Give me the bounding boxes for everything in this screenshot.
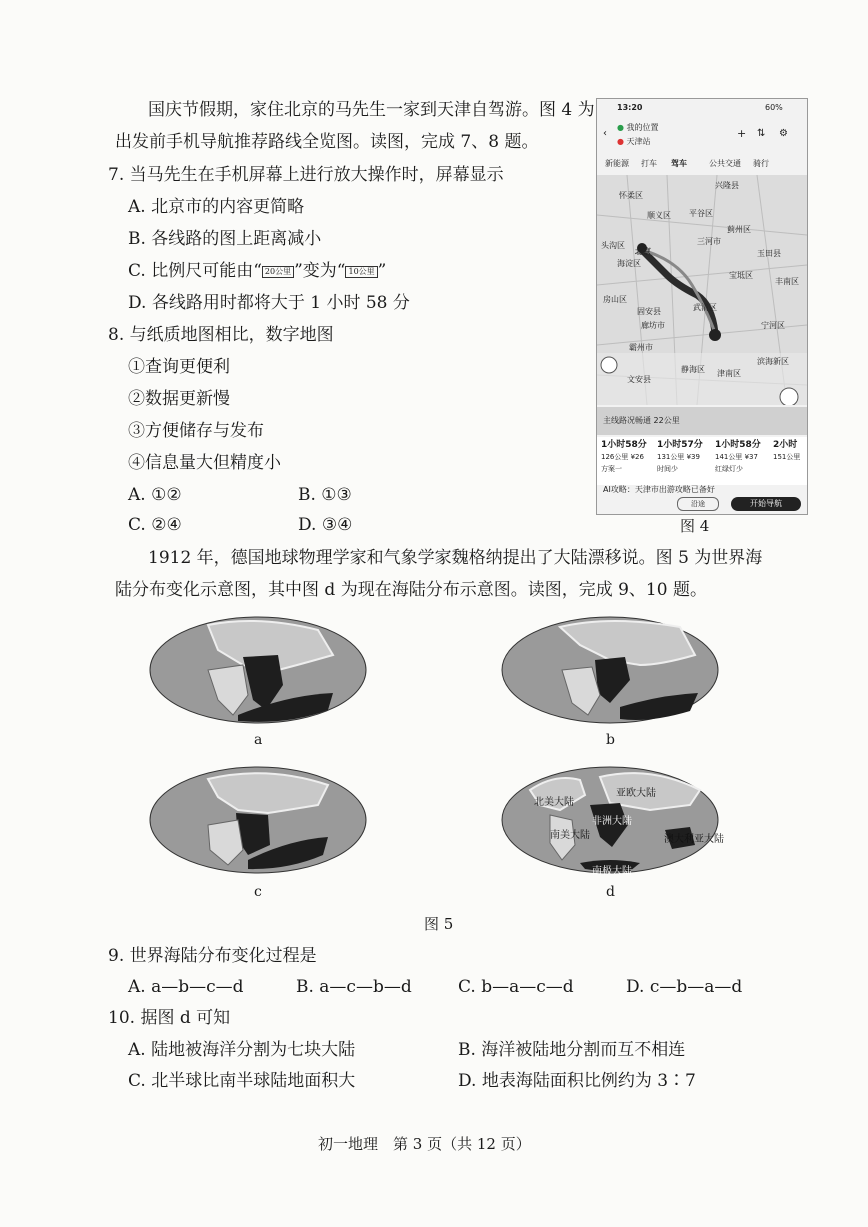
start-navigation-button[interactable]: 开始导航 bbox=[731, 497, 801, 511]
fig4-caption: 图 4 bbox=[680, 517, 710, 535]
map-label-b: b bbox=[606, 732, 615, 748]
place-label: 三河市 bbox=[697, 237, 721, 246]
scale-bar-20km: 20公里 bbox=[262, 266, 294, 278]
route-option-4[interactable] bbox=[773, 439, 807, 487]
route-time: 2小时 bbox=[773, 440, 798, 450]
q8-option-c: C. ②④ bbox=[128, 515, 182, 535]
place-label: 蓟州区 bbox=[727, 225, 751, 234]
place-label: 静海区 bbox=[681, 365, 705, 374]
place-label: 丰南区 bbox=[775, 277, 799, 286]
route-destination: ● 天津站 bbox=[617, 137, 651, 146]
add-waypoint-icon[interactable]: + bbox=[737, 127, 747, 140]
q8-item-4: ④信息量大但精度小 bbox=[128, 453, 281, 473]
q7-c-prefix: C. 比例尺可能由“ bbox=[128, 261, 262, 281]
place-label: 北京 bbox=[635, 247, 651, 256]
place-label: 宁河区 bbox=[761, 321, 785, 330]
q8-item-3: ③方便储存与发布 bbox=[128, 421, 264, 441]
map-label-a: a bbox=[254, 732, 263, 748]
q8-item-1: ①查询更便利 bbox=[128, 357, 230, 377]
q7-option-b: B. 各线路的图上距离减小 bbox=[128, 229, 322, 249]
continent-label: 北美大陆 bbox=[534, 797, 574, 808]
world-map-c bbox=[148, 765, 368, 875]
q10-option-b: B. 海洋被陆地分割而互不相连 bbox=[458, 1040, 686, 1060]
q10-option-d: D. 地表海陆面积比例约为 3∶7 bbox=[458, 1071, 696, 1091]
intro2-line-1: 1912 年，德国地球物理学家和气象学家魏格纳提出了大陆漂移说。图 5 为世界海 bbox=[148, 548, 763, 568]
place-label: 文安县 bbox=[627, 375, 651, 384]
q8-option-a: A. ①② bbox=[128, 485, 182, 505]
q7-c-suffix: ” bbox=[377, 261, 387, 281]
place-label: 玉田县 bbox=[757, 249, 781, 258]
q8-option-b: B. ①③ bbox=[298, 485, 352, 505]
continent-label: 非洲大陆 bbox=[592, 816, 632, 827]
ai-guide[interactable]: AI攻略：天津市出游攻略已备好 bbox=[603, 485, 715, 494]
notice-text: 主线路况畅通 22公里 bbox=[603, 416, 680, 425]
continent-label: 南极大陆 bbox=[592, 866, 632, 877]
intro-line-2: 出发前手机导航推荐路线全览图。读图，完成 7、8 题。 bbox=[115, 132, 539, 152]
q7-option-a: A. 北京市的内容更简略 bbox=[128, 197, 305, 217]
place-label: 武清区 bbox=[693, 303, 717, 312]
route-distance: 141公里 ¥37 bbox=[715, 453, 758, 461]
route-note: 红绿灯少 bbox=[715, 465, 743, 473]
intro-line-1: 国庆节假期，家住北京的马先生一家到天津自驾游。图 4 为 bbox=[148, 100, 595, 120]
place-label: 滨海新区 bbox=[757, 357, 789, 366]
q8-stem: 8. 与纸质地图相比，数字地图 bbox=[108, 325, 334, 345]
q10-option-c: C. 北半球比南半球陆地面积大 bbox=[128, 1071, 356, 1091]
place-label: 头沟区 bbox=[601, 241, 625, 250]
continent-label: 亚欧大陆 bbox=[616, 788, 656, 799]
place-label: 廊坊市 bbox=[641, 321, 665, 330]
route-option-3[interactable] bbox=[715, 439, 777, 487]
place-label: 平谷区 bbox=[689, 209, 713, 218]
route-note: 时间少 bbox=[657, 465, 678, 473]
place-label: 固安县 bbox=[637, 307, 661, 316]
tab-drive[interactable]: 驾车 bbox=[671, 159, 687, 168]
status-time: 13:20 bbox=[617, 103, 643, 112]
traffic-notice bbox=[597, 407, 807, 435]
continent-label: 澳大利亚大陆 bbox=[664, 834, 724, 845]
place-label: 宝坻区 bbox=[729, 271, 753, 280]
world-map-b bbox=[500, 615, 720, 725]
back-icon[interactable]: ‹ bbox=[603, 128, 607, 139]
q8-option-d: D. ③④ bbox=[298, 515, 353, 535]
map-label-c: c bbox=[254, 884, 262, 900]
q7-option-c bbox=[128, 261, 386, 281]
route-distance: 131公里 ¥39 bbox=[657, 453, 700, 461]
continent-label: 南美大陆 bbox=[550, 830, 590, 841]
navigation-screenshot bbox=[596, 98, 808, 515]
place-label: 津南区 bbox=[717, 369, 741, 378]
place-label: 海淀区 bbox=[617, 259, 641, 268]
tab-cycle[interactable]: 骑行 bbox=[753, 159, 769, 168]
route-note: 方案一 bbox=[601, 465, 622, 473]
place-label: 霸州市 bbox=[629, 343, 653, 352]
route-time: 1小时58分 bbox=[601, 440, 647, 450]
route-distance: 126公里 ¥26 bbox=[601, 453, 644, 461]
route-time: 1小时58分 bbox=[715, 440, 761, 450]
page-footer: 初一地理 第 3 页（共 12 页） bbox=[318, 1135, 531, 1153]
tab-taxi[interactable]: 打车 bbox=[641, 159, 657, 168]
route-origin: ● 我的位置 bbox=[617, 123, 659, 132]
place-label: 怀柔区 bbox=[619, 191, 643, 200]
along-route-button[interactable]: 沿途 bbox=[677, 497, 719, 511]
q9-option-b: B. a—c—b—d bbox=[296, 977, 412, 997]
place-label: 兴隆县 bbox=[715, 181, 739, 190]
q9-stem: 9. 世界海陆分布变化过程是 bbox=[108, 946, 317, 966]
place-label: 房山区 bbox=[603, 295, 627, 304]
battery-status: 60% bbox=[765, 103, 783, 112]
q7-c-middle: ”变为“ bbox=[294, 261, 346, 281]
q7-stem: 7. 当马先生在手机屏幕上进行放大操作时，屏幕显示 bbox=[108, 165, 504, 185]
intro2-line-2: 陆分布变化示意图，其中图 d 为现在海陆分布示意图。读图，完成 9、10 题。 bbox=[115, 580, 707, 600]
tab-ev[interactable]: 新能源 bbox=[605, 159, 629, 168]
route-time: 1小时57分 bbox=[657, 440, 703, 450]
swap-icon[interactable]: ⇅ bbox=[757, 128, 766, 139]
q9-option-c: C. b—a—c—d bbox=[458, 977, 574, 997]
route-option-2[interactable] bbox=[657, 439, 719, 487]
fig5-caption: 图 5 bbox=[424, 915, 454, 933]
q10-stem: 10. 据图 d 可知 bbox=[108, 1008, 231, 1028]
q9-option-d: D. c—b—a—d bbox=[626, 977, 743, 997]
scale-bar-10km: 10公里 bbox=[345, 266, 377, 278]
transport-tabs bbox=[597, 155, 807, 173]
q8-item-2: ②数据更新慢 bbox=[128, 389, 230, 409]
world-map-a bbox=[148, 615, 368, 725]
settings-icon[interactable]: ⚙ bbox=[779, 128, 788, 139]
q7-option-d: D. 各线路用时都将大于 1 小时 58 分 bbox=[128, 293, 410, 313]
q9-option-a: A. a—b—c—d bbox=[128, 977, 244, 997]
tab-transit[interactable]: 公共交通 bbox=[709, 159, 741, 168]
place-label: 顺义区 bbox=[647, 211, 671, 220]
route-option-1[interactable] bbox=[601, 439, 663, 487]
q10-option-a: A. 陆地被海洋分割为七块大陆 bbox=[128, 1040, 356, 1060]
map-label-d: d bbox=[606, 884, 615, 900]
route-distance: 151公里 bbox=[773, 453, 801, 461]
